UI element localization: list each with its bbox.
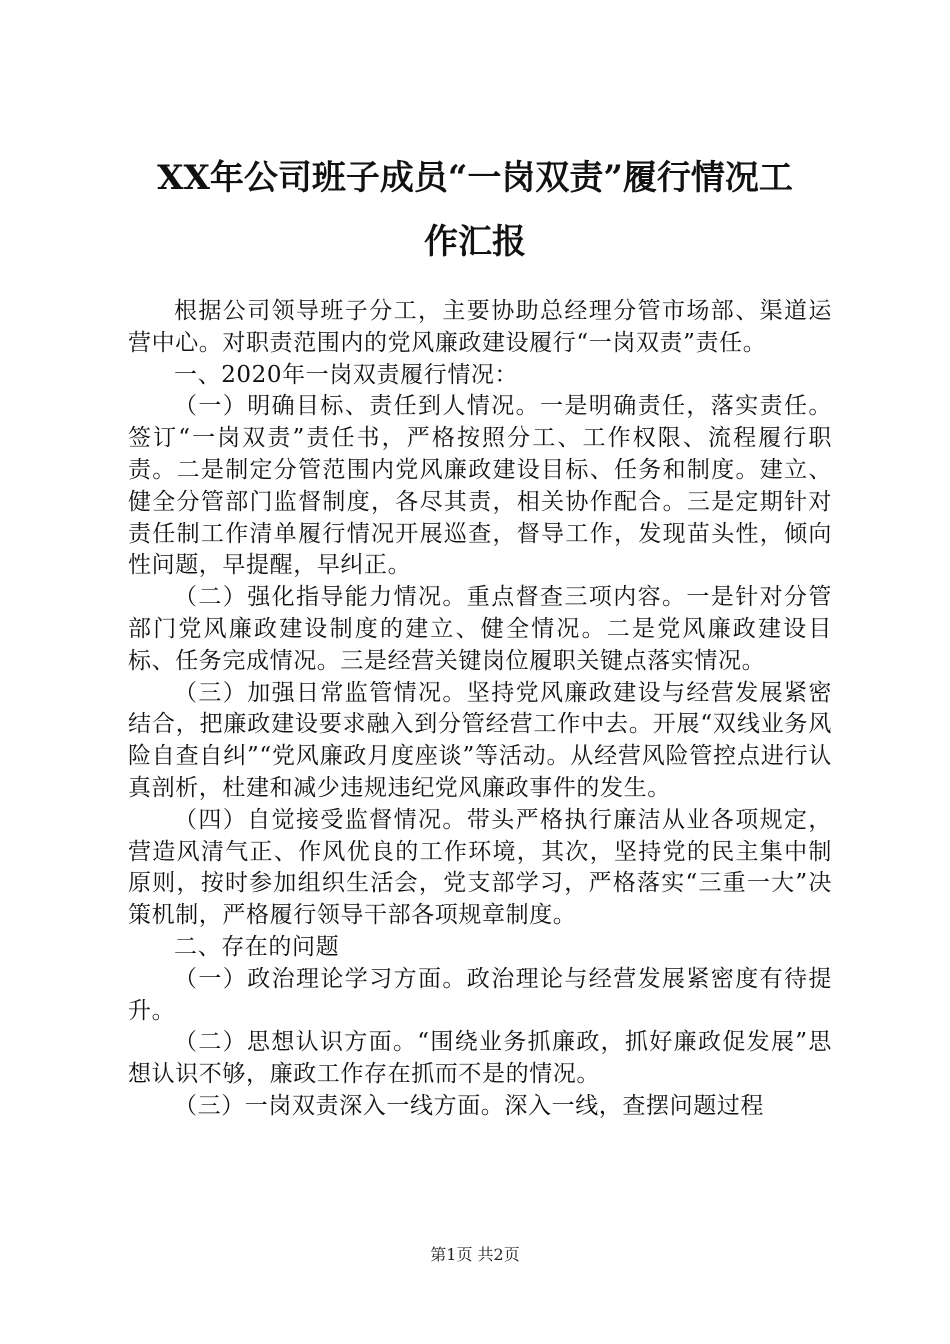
paragraph-item-1-4: （四）自觉接受监督情况。带头严格执行廉洁从业各项规定，营造风清气正、作风优良的工作环境，其次，坚持党的民主集中制原则，按时参加组织生活会，党支部学习，严格落实“三重一大”决策机制，严格履行领导干部各项规章制度。 xyxy=(128,806,832,929)
document-title-line-2: 作汇报 xyxy=(424,222,526,262)
paragraph-item-1-3: （三）加强日常监管情况。坚持党风廉政建设与经营发展紧密结合，把廉政建设要求融入到分管经营工作中去。开展“双线业务风险自查自纠”“党风廉政月度座谈”等活动。从经营风险管控点进行认真剖析，杜建和减少违规违纪党风廉政事件的发生。 xyxy=(128,679,832,801)
paragraph-item-2-2: （二）思想认识方面。“围绕业务抓廉政，抓好廉政促发展”思想认识不够，廉政工作存在抓而不是的情况。 xyxy=(128,1029,832,1088)
paragraph-item-1-1: （一）明确目标、责任到人情况。一是明确责任，落实责任。签订“一岗双责”责任书，严格按照分工、工作权限、流程履行职责。二是制定分管范围内党风廉政建设目标、任务和制度。建立、健全分管部门监督制度，各尽其责，相关协作配合。三是定期针对责任制工作清单履行情况开展巡查，督导工作，发现苗头性，倾向性问题，早提醒，早纠正。 xyxy=(128,393,832,579)
paragraph-item-1-2: （二）强化指导能力情况。重点督查三项内容。一是针对分管部门党风廉政建设制度的建立、健全情况。二是党风廉政建设目标、任务完成情况。三是经营关键岗位履职关键点落实情况。 xyxy=(128,584,832,674)
document-title-line-1: XX年公司班子成员“一岗双责”履行情况工 xyxy=(157,158,793,198)
paragraph-item-2-3: （三）一岗双责深入一线方面。深入一线，查摆问题过程 xyxy=(174,1092,764,1119)
page-footer: 第1页 共2页 xyxy=(430,1245,520,1264)
document-body xyxy=(128,296,832,1123)
section-heading-2: 二、存在的问题 xyxy=(174,933,340,960)
paragraph-intro: 根据公司领导班子分工，主要协助总经理分管市场部、渠道运营中心。对职责范围内的党风廉政建设履行“一岗双责”责任。 xyxy=(128,298,832,356)
section-heading-1: 一、2020年一岗双责履行情况： xyxy=(174,361,519,388)
paragraph-item-2-1: （一）政治理论学习方面。政治理论与经营发展紧密度有待提升。 xyxy=(128,965,832,1024)
